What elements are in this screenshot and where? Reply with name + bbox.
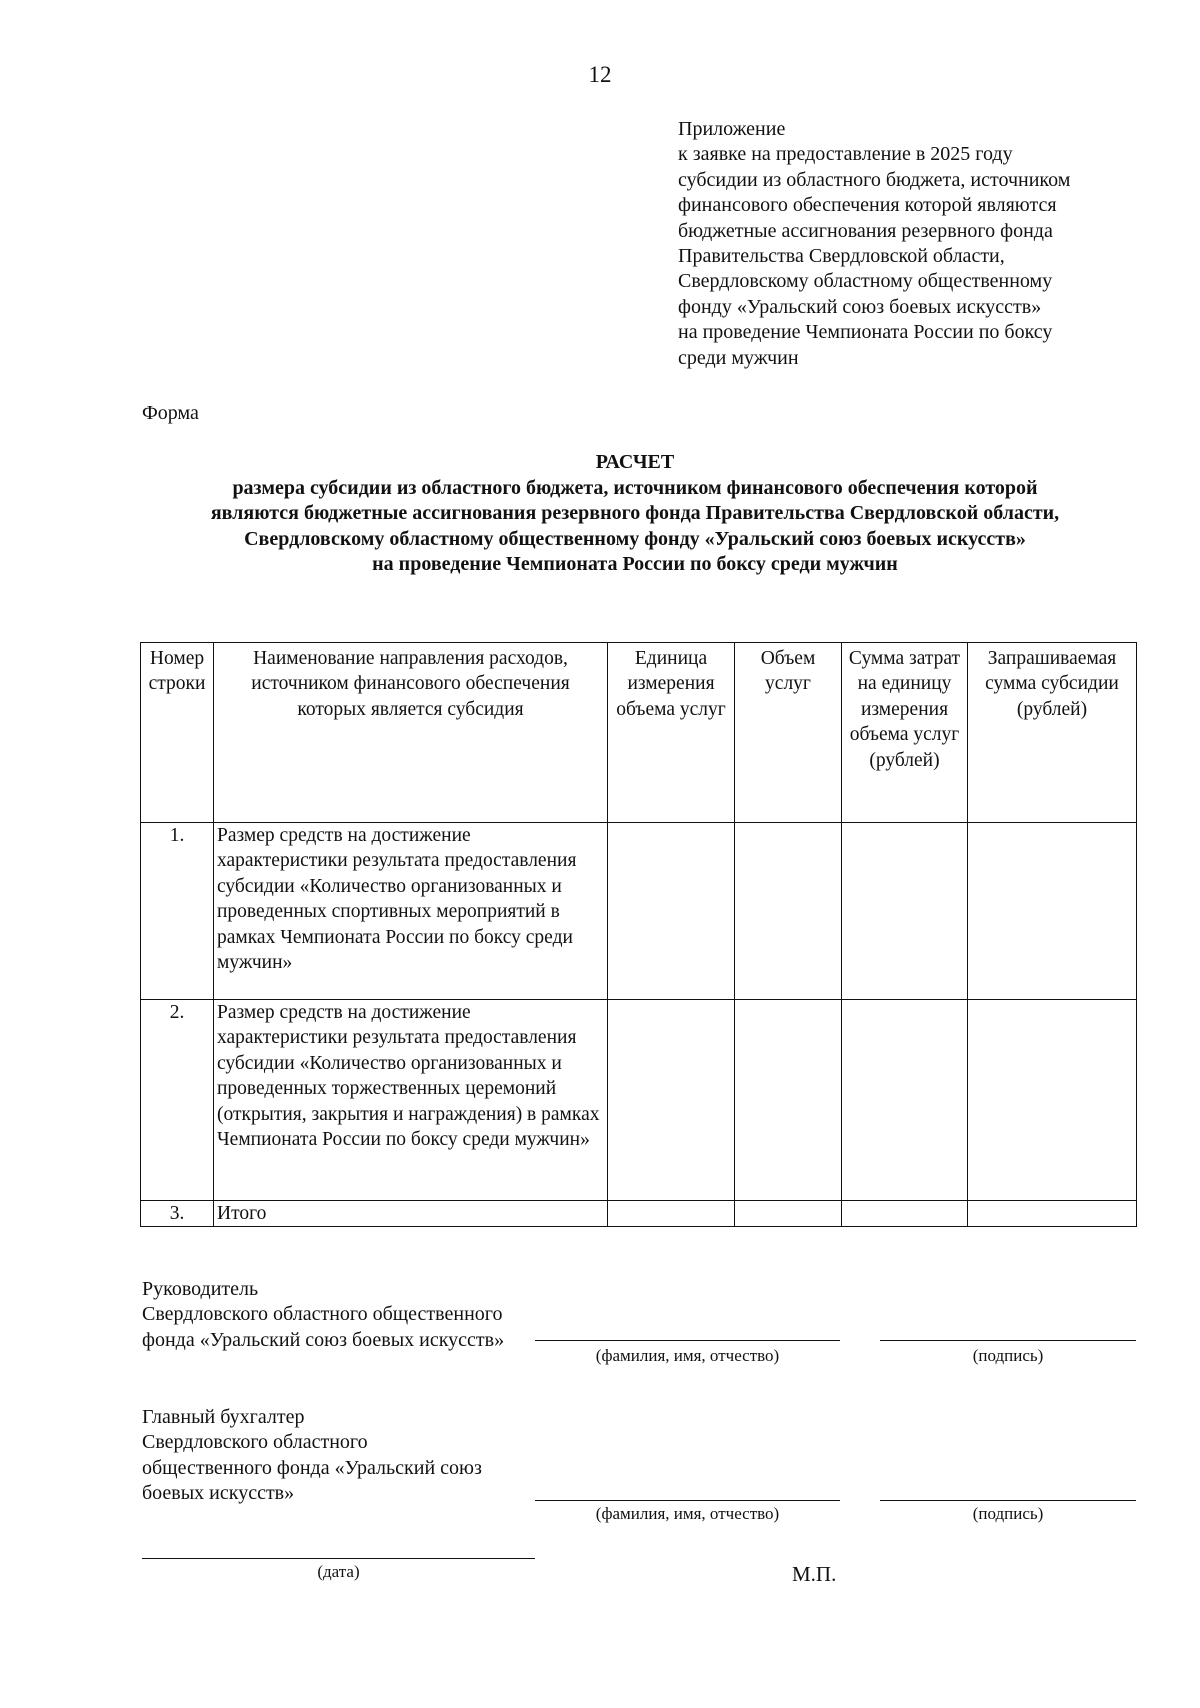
signature-label-line: Свердловского областного общественного	[142, 1303, 503, 1326]
head-signature-caption: (подпись)	[972, 1346, 1044, 1365]
row-volume-cell[interactable]	[735, 1201, 842, 1227]
row-unit-cost-cell[interactable]	[842, 1000, 968, 1201]
header-expense-name: Наименование направления расходов, источником финансового обеспечения которых является субсидия	[214, 643, 608, 823]
head-signature-label	[142, 1277, 504, 1353]
head-name-caption: (фамилия, имя, отчество)	[595, 1346, 780, 1365]
title-line: являются бюджетные ассигнования резервного фонда Правительства Свердловской области,	[210, 502, 1060, 524]
appendix-line: на проведение Чемпионата России по боксу	[678, 321, 1053, 344]
row-volume-cell[interactable]	[735, 823, 842, 1000]
row-expense-name: Размер средств на достижение характеристики результата предоставления субсидии «Количество организованных и проведенных спортивных мероприятий в рамках Чемпионата России по боксу среди мужчин»	[214, 823, 608, 1000]
table-row	[141, 823, 1137, 1000]
title-line: размера субсидии из областного бюджета, источником финансового обеспечения которой	[232, 476, 1038, 499]
signature-label-line: боевых искусств»	[142, 1482, 295, 1505]
row-expense-name: Итого	[214, 1201, 608, 1227]
signature-label-line: Руководитель	[142, 1278, 259, 1300]
row-expense-name: Размер средств на достижение характеристики результата предоставления субсидии «Количество организованных и проведенных торжественных церемоний (открытия, закрытия и награждения) в рамках Чемпионата России по боксу среди мужчин»	[214, 1000, 608, 1201]
title-line: Свердловскому областному общественному фонду «Уральский союз боевых искусств»	[244, 527, 1026, 550]
header-requested-sum: Запрашиваемая сумма субсидии (рублей)	[968, 643, 1137, 823]
row-sum-cell[interactable]	[968, 1201, 1137, 1227]
accountant-signature-caption: (подпись)	[972, 1504, 1044, 1523]
appendix-note	[678, 117, 1148, 371]
signature-label-line: фонда «Уральский союз боевых искусств»	[142, 1328, 505, 1351]
title-line: на проведение Чемпионата России по боксу среди мужчин	[372, 553, 898, 575]
document-title	[100, 450, 1170, 578]
row-unit-cost-cell[interactable]	[842, 1201, 968, 1227]
accountant-signature-label	[142, 1405, 482, 1507]
table-row-total	[141, 1201, 1137, 1227]
header-row-number: Номер строки	[141, 643, 214, 823]
header-unit-cost: Сумма затрат на единицу измерения объема услуг (рублей)	[842, 643, 968, 823]
accountant-name-line[interactable]	[535, 1500, 840, 1501]
date-line[interactable]	[142, 1558, 535, 1559]
appendix-line: среди мужчин	[678, 346, 799, 369]
row-number: 2.	[141, 1000, 214, 1201]
table-header-row	[141, 643, 1137, 823]
signature-label-line: общественного фонда «Уральский союз	[142, 1456, 482, 1479]
appendix-line: к заявке на предоставление в 2025 году	[678, 143, 1013, 166]
form-label: Форма	[142, 402, 199, 424]
appendix-line: фонду «Уральский союз боевых искусств»	[678, 295, 1042, 318]
row-number: 1.	[141, 823, 214, 1000]
appendix-line: финансового обеспечения которой являются	[678, 194, 1057, 217]
signature-label-line: Свердловского областного	[142, 1431, 368, 1454]
page-number: 12	[588, 62, 612, 87]
date-caption: (дата)	[317, 1562, 360, 1581]
appendix-line: бюджетные ассигнования резервного фонда	[678, 219, 1053, 242]
appendix-line: Приложение	[678, 118, 786, 140]
table-row	[141, 1000, 1137, 1201]
row-unit-cell[interactable]	[608, 1201, 735, 1227]
row-sum-cell[interactable]	[968, 1000, 1137, 1201]
signature-label-line: Главный бухгалтер	[142, 1406, 305, 1428]
head-signature-line[interactable]	[880, 1340, 1136, 1341]
header-unit: Единица измерения объема услуг	[608, 643, 735, 823]
accountant-signature-line[interactable]	[880, 1500, 1136, 1501]
row-volume-cell[interactable]	[735, 1000, 842, 1201]
header-volume: Объем услуг	[735, 643, 842, 823]
row-sum-cell[interactable]	[968, 823, 1137, 1000]
appendix-line: Свердловскому областному общественному	[678, 270, 1053, 293]
row-unit-cost-cell[interactable]	[842, 823, 968, 1000]
head-name-line[interactable]	[535, 1340, 840, 1341]
appendix-line: Правительства Свердловской области,	[678, 245, 1005, 268]
row-unit-cell[interactable]	[608, 823, 735, 1000]
appendix-line: субсидии из областного бюджета, источником	[678, 168, 1071, 191]
row-number: 3.	[141, 1201, 214, 1227]
row-unit-cell[interactable]	[608, 1000, 735, 1201]
title-heading: РАСЧЕТ	[595, 451, 675, 473]
accountant-name-caption: (фамилия, имя, отчество)	[595, 1504, 780, 1523]
stamp-label: М.П.	[792, 1562, 837, 1586]
calculation-table	[140, 642, 1137, 1227]
